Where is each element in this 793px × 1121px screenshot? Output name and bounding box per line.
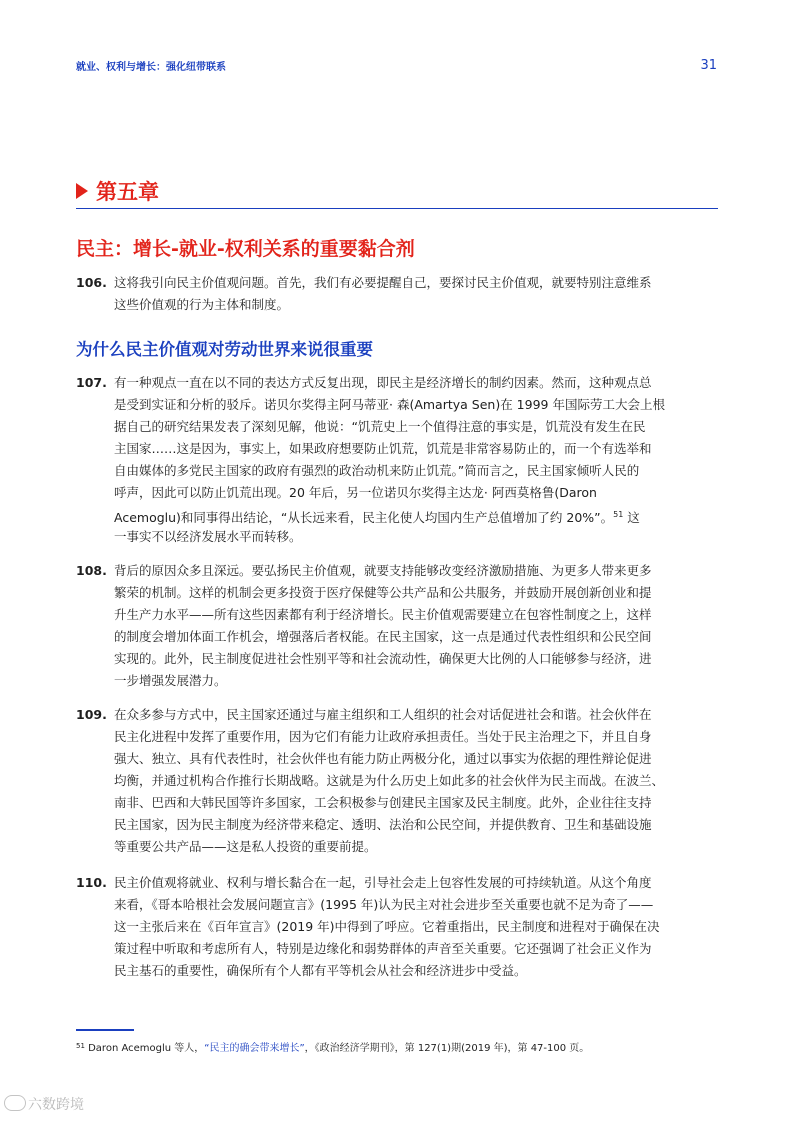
footnote-author: Daron Acemoglu 等人， (84, 1043, 205, 1054)
chapter-title: 第五章 (96, 180, 159, 204)
paragraph-line: 一步增强发展潜力。 (114, 673, 227, 688)
paragraph-line: 等重要公共产品——这是私人投资的重要前提。 (114, 839, 377, 854)
running-header: 就业、权利与增长：强化纽带联系 (76, 62, 226, 73)
paragraph-number: 106. (76, 275, 107, 290)
paragraph-line: 这些价值观的行为主体和制度。 (114, 297, 290, 312)
paragraph-line: 民主基石的重要性，确保所有个人都有平等机会从社会和经济进步中受益。 (114, 963, 527, 978)
paragraph-line: 南非、巴西和大韩民国等许多国家，工会积极参与创建民主国家及民主制度。此外，企业往往支持 (114, 795, 652, 810)
footnote-link[interactable]: “民主的确会带来增长” (204, 1043, 305, 1054)
paragraph-line: 策过程中听取和考虑所有人，特别是边缘化和弱势群体的声音至关重要。它还强调了社会正义作为 (114, 941, 652, 956)
watermark (4, 1094, 84, 1114)
paragraph-line: 民主化进程中发挥了重要作用，因为它们有能力让政府承担责任。当处于民主治理之下，并且自身 (114, 729, 652, 744)
subsection-title: 为什么民主价值观对劳动世界来说很重要 (76, 340, 373, 359)
page-number: 31 (700, 58, 717, 73)
paragraph-line: 背后的原因众多且深远。要弘扬民主价值观，就要支持能够改变经济激励措施、为更多人带来更多 (114, 563, 652, 578)
paragraph-line: 这将我引向民主价值观问题。首先，我们有必要提醒自己，要探讨民主价值观，就要特别注意维系 (114, 275, 652, 290)
paragraph-line: 升生产力水平——所有这些因素都有利于经济增长。民主价值观需要建立在包容性制度之上，这样 (114, 607, 652, 622)
paragraph-line: 均衡，并通过机构合作推行长期战略。这就是为什么历史上如此多的社会伙伴为民主而战。在波兰、 (114, 773, 665, 788)
footnote-marker: 51 (76, 1042, 85, 1050)
paragraph-line: 这一主张后来在《百年宣言》(2019 年)中得到了呼应。它着重指出，民主制度和进程对于确保在决 (114, 919, 660, 934)
paragraph-line: 民主国家，因为民主制度为经济带来稳定、透明、法治和公民空间，并提供教育、卫生和基础设施 (114, 817, 652, 832)
section-title: 民主：增长-就业-权利关系的重要黏合剂 (76, 238, 415, 260)
footnote (76, 1039, 589, 1054)
paragraph-line: 主国家……这是因为，事实上，如果政府想要防止饥荒，饥荒是非常容易防止的，而一个有选举和 (114, 441, 652, 456)
paragraph-line: 繁荣的机制。这样的机制会更多投资于医疗保健等公共产品和公共服务，并鼓励开展创新创业和提 (114, 585, 652, 600)
paragraph-number: 109. (76, 707, 107, 722)
paragraph-line: 自由媒体的多党民主国家的政府有强烈的政治动机来防止饥荒。”简而言之，民主国家倾听人民的 (114, 463, 640, 478)
watermark-logo-icon (4, 1095, 26, 1111)
triangle-marker-icon (76, 183, 88, 199)
paragraph-line: 民主价值观将就业、权利与增长黏合在一起，引导社会走上包容性发展的可持续轨道。从这个角度 (114, 875, 652, 890)
footnote-citation: ，《政治经济学期刊》，第 127(1)期(2019 年)，第 47-100 页。 (304, 1043, 590, 1054)
paragraph-line: 是受到实证和分析的驳斥。诺贝尔奖得主阿马蒂亚· 森(Amartya Sen)在 1999 年国际劳工大会上根 (114, 397, 665, 412)
paragraph-line: 实现的。此外，民主制度促进社会性别平等和社会流动性，确保更大比例的人口能够参与经济，进 (114, 651, 652, 666)
paragraph-text: Acemoglu)和同事得出结论，“从长远来看，民主化使人均国内生产总值增加了约 20%”。 (114, 510, 614, 525)
paragraph-line: 强大、独立、具有代表性时，社会伙伴也有能力防止两极分化，通过以事实为依据的理性辩论促进 (114, 751, 652, 766)
paragraph-line: 有一种观点一直在以不同的表达方式反复出现，即民主是经济增长的制约因素。然而，这种观点总 (114, 375, 652, 390)
paragraph-number: 110. (76, 875, 107, 890)
paragraph-line-with-ref (114, 504, 718, 526)
chapter-heading (76, 174, 718, 209)
paragraph-number: 107. (76, 375, 107, 390)
watermark-text: 六数跨境 (28, 1097, 84, 1113)
paragraph-line: 来看，《哥本哈根社会发展问题宣言》(1995 年)认为民主对社会进步至关重要也就不足为奇了—— (114, 897, 654, 912)
paragraph-number: 108. (76, 563, 107, 578)
paragraph-line: 的制度会增加体面工作机会，增强落后者权能。在民主国家，这一点是通过代表性组织和公民空间 (114, 629, 652, 644)
paragraph-line: 在众多参与方式中，民主国家还通过与雇主组织和工人组织的社会对话促进社会和谐。社会伙伴在 (114, 707, 652, 722)
paragraph-text: 这 (623, 510, 640, 525)
paragraph-line: 据自己的研究结果发表了深刻见解，他说：“饥荒史上一个值得注意的事实是，饥荒没有发生在民 (114, 419, 646, 434)
footnote-divider (76, 1029, 134, 1031)
footnote-ref[interactable]: 51 (613, 510, 624, 519)
paragraph-line: 一事实不以经济发展水平而转移。 (114, 529, 302, 544)
paragraph-line: 呼声，因此可以防止饥荒出现。20 年后，另一位诺贝尔奖得主达龙· 阿西莫格鲁(Daron (114, 485, 597, 500)
